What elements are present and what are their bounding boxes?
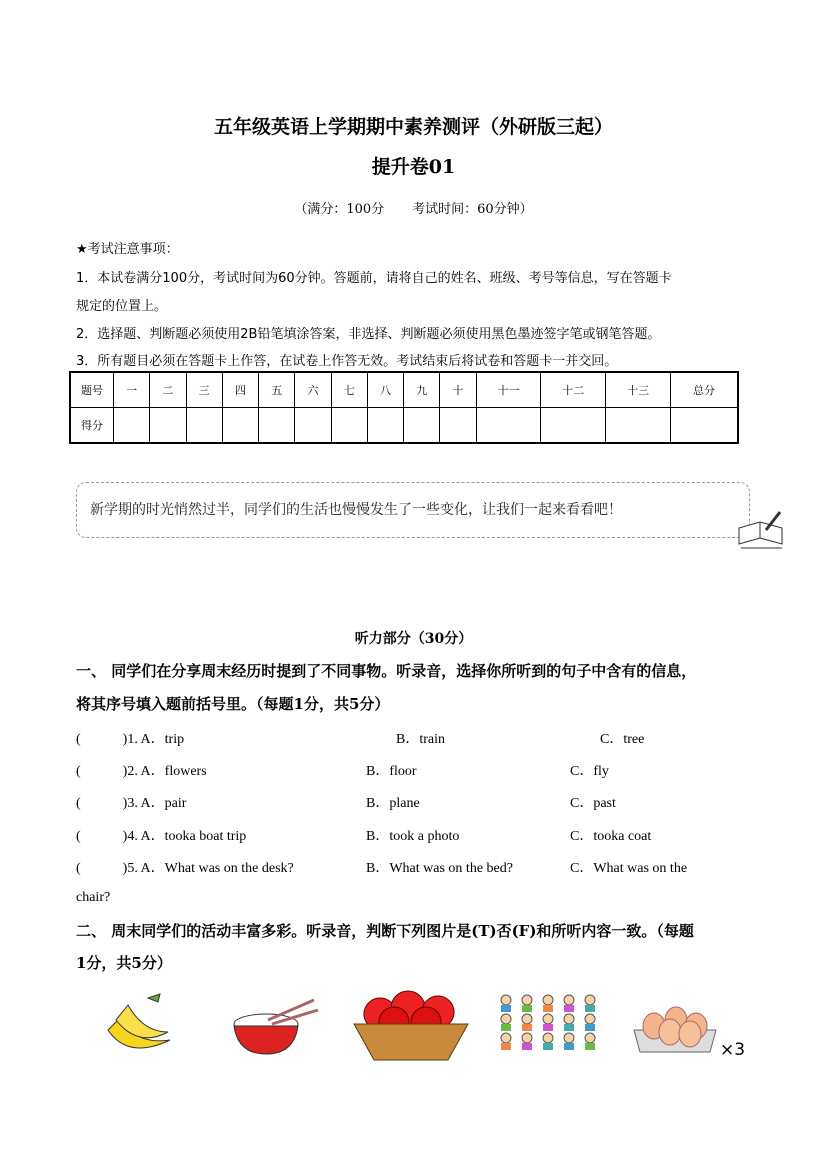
question-4: ( )4. A．tooka boat trip [76, 829, 247, 844]
score-row-label: 得分 [70, 408, 114, 444]
child-figure [522, 1014, 532, 1024]
score-cell[interactable] [440, 408, 476, 444]
question-5-option-b: B．What was on the bed? [366, 861, 513, 876]
table-header-cell: 三 [186, 372, 222, 408]
note-item: 规定的位置上。 [76, 299, 168, 314]
question-3: ( )3. A．pair [76, 796, 187, 811]
score-cell[interactable] [331, 408, 367, 444]
table-header-cell: 二 [150, 372, 186, 408]
score-cell[interactable] [367, 408, 403, 444]
score-cell[interactable] [150, 408, 186, 444]
question-3-option-c: C．past [570, 796, 616, 811]
note-item: 2．选择题、判断题必须使用2B铅笔填涂答案，非选择、判断题必须使用黑色墨迹签字笔或钢笔答题。 [76, 327, 661, 342]
table-header-cell: 十三 [606, 372, 671, 408]
child-figure [585, 1033, 595, 1043]
child-figure [564, 1033, 574, 1043]
question-1: ( )1. A．trip [76, 732, 185, 747]
score-cell[interactable] [671, 408, 739, 444]
exam-time: 考试时间：60分钟） [412, 202, 533, 217]
page-subtitle: 提升卷01 [371, 156, 456, 178]
child-figure [543, 1014, 553, 1024]
child-figure [501, 995, 511, 1005]
child-figure [564, 995, 574, 1005]
table-header-cell: 十 [440, 372, 476, 408]
question-1-option-b: B．train [396, 732, 445, 747]
question-2-option-b: B．floor [366, 764, 417, 779]
table-header-cell: 总分 [671, 372, 739, 408]
score-cell[interactable] [404, 408, 440, 444]
child-figure [585, 1014, 595, 1024]
question-5-wrap: chair? [76, 890, 111, 905]
question-2-option-c: C．fly [570, 764, 609, 779]
child-figure [522, 1033, 532, 1043]
note-item: 1．本试卷满分100分，考试时间为60分钟。答题前，请将自己的姓名、班级、考号等信息，写在答题卡 [76, 271, 672, 286]
eggs-tray-image [630, 1000, 730, 1060]
table-header-cell: 题号 [70, 372, 114, 408]
part2-heading-cont: 1分，共5分） [76, 954, 172, 972]
bananas-image [98, 990, 178, 1056]
score-cell[interactable] [259, 408, 295, 444]
intro-text: 新学期的时光悄然过半，同学们的生活也慢慢发生了一些变化，让我们一起来看看吧！ [90, 502, 622, 518]
section-title: 听力部分（30分） [354, 631, 473, 647]
eggs-count-label: ×3 [720, 1040, 746, 1060]
page-title: 五年级英语上学期期中素养测评（外研版三起） [213, 116, 613, 138]
score-cell[interactable] [606, 408, 671, 444]
table-header-cell: 九 [404, 372, 440, 408]
book-pen-icon [736, 508, 786, 550]
child-figure [501, 1033, 511, 1043]
child-figure [585, 995, 595, 1005]
question-3-option-b: B．plane [366, 796, 420, 811]
apple-basket-image [350, 984, 472, 1064]
score-info [0, 198, 827, 217]
table-header-cell: 八 [367, 372, 403, 408]
table-header-cell: 七 [331, 372, 367, 408]
child-figure [522, 995, 532, 1005]
question-2: ( )2. A．flowers [76, 764, 207, 779]
table-header-cell: 一 [114, 372, 150, 408]
score-cell[interactable] [222, 408, 258, 444]
question-4-option-c: C．tooka coat [570, 829, 652, 844]
rice-bowl-image [228, 990, 320, 1060]
full-score: （满分：100分 [294, 202, 385, 217]
table-header-cell: 十一 [476, 372, 541, 408]
score-table [69, 371, 739, 444]
question-5-option-c: C．What was on the [570, 861, 688, 876]
question-4-option-b: B．took a photo [366, 829, 460, 844]
part1-heading-cont: 将其序号填入题前括号里。（每题1分，共5分） [76, 695, 390, 713]
table-header-cell: 六 [295, 372, 331, 408]
score-cell[interactable] [541, 408, 606, 444]
score-cell[interactable] [114, 408, 150, 444]
note-item: 3．所有题目必须在答题卡上作答，在试卷上作答无效。考试结束后将试卷和答题卡一并交回。 [76, 354, 618, 369]
question-5: ( )5. A．What was on the desk? [76, 861, 294, 876]
child-figure [501, 1014, 511, 1024]
child-figure [564, 1014, 574, 1024]
children-group-image [498, 994, 608, 1054]
table-header-cell: 四 [222, 372, 258, 408]
score-cell[interactable] [295, 408, 331, 444]
score-cell[interactable] [476, 408, 541, 444]
child-figure [543, 995, 553, 1005]
child-figure [543, 1033, 553, 1043]
score-cell[interactable] [186, 408, 222, 444]
table-header-cell: 十二 [541, 372, 606, 408]
part1-heading: 一、 同学们在分享周末经历时提到了不同事物。听录音，选择你所听到的句子中含有的信息， [76, 662, 697, 680]
question-1-option-c: C．tree [600, 732, 645, 747]
part2-heading: 二、 周末同学们的活动丰富多彩。听录音，判断下列图片是(T)否(F)和所听内容一致。（每题 [76, 922, 694, 940]
table-header-cell: 五 [259, 372, 295, 408]
notes-heading: ★考试注意事项： [76, 242, 179, 257]
